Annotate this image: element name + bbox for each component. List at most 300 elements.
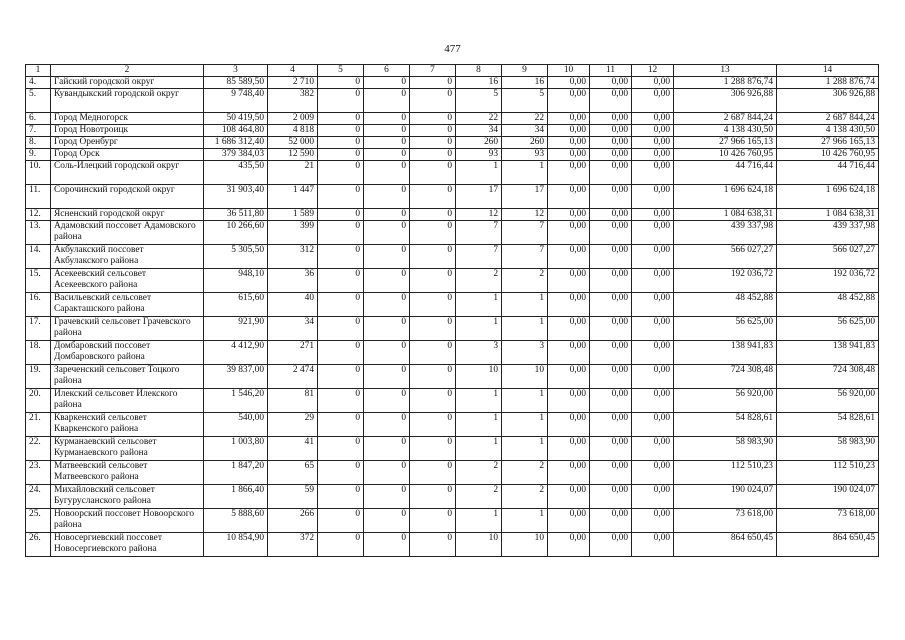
cell-col-3: 85 589,50: [204, 77, 268, 89]
table-row: [26, 137, 879, 149]
cell-col-4: 34: [268, 317, 318, 341]
table-row: [26, 209, 879, 221]
cell-col-4: 12 590: [268, 149, 318, 161]
cell-col-13: 724 308,48: [674, 365, 777, 389]
cell-col-14: 1 288 876,74: [777, 77, 879, 89]
row-number: 23.: [26, 461, 51, 485]
cell-col-9: 12: [502, 209, 548, 221]
cell-col-9: 7: [502, 221, 548, 245]
cell-col-12: 0,00: [632, 125, 674, 137]
cell-col-9: 260: [502, 137, 548, 149]
table-row: [26, 437, 879, 461]
cell-col-12: 0,00: [632, 209, 674, 221]
municipality-name: Гайский городской округ: [51, 77, 204, 89]
cell-col-14: 1 696 624,18: [777, 185, 879, 209]
column-header: 1: [26, 65, 51, 77]
cell-col-12: 0,00: [632, 533, 674, 557]
cell-col-5: 0: [318, 149, 364, 161]
cell-col-9: 1: [502, 437, 548, 461]
cell-col-6: 0: [364, 245, 410, 269]
cell-col-14: 1 084 638,31: [777, 209, 879, 221]
cell-col-7: 0: [410, 125, 456, 137]
cell-col-4: 36: [268, 269, 318, 293]
cell-col-8: 1: [456, 509, 502, 533]
cell-col-5: 0: [318, 137, 364, 149]
cell-col-8: 2: [456, 461, 502, 485]
municipality-name: Михайловский сельсовет Бугурусланского района: [51, 485, 204, 509]
cell-col-8: 17: [456, 185, 502, 209]
cell-col-5: 0: [318, 161, 364, 185]
cell-col-3: 5 305,50: [204, 245, 268, 269]
cell-col-5: 0: [318, 89, 364, 113]
row-number: 25.: [26, 509, 51, 533]
column-header: 11: [590, 65, 632, 77]
cell-col-7: 0: [410, 389, 456, 413]
cell-col-11: 0,00: [590, 185, 632, 209]
cell-col-7: 0: [410, 365, 456, 389]
municipality-name: Город Новотроицк: [51, 125, 204, 137]
cell-col-3: 10 266,60: [204, 221, 268, 245]
municipality-name: Зареченский сельсовет Тоцкого района: [51, 365, 204, 389]
cell-col-10: 0,00: [548, 293, 590, 317]
cell-col-3: 379 384,03: [204, 149, 268, 161]
cell-col-12: 0,00: [632, 245, 674, 269]
cell-col-5: 0: [318, 269, 364, 293]
row-number: 11.: [26, 185, 51, 209]
cell-col-5: 0: [318, 365, 364, 389]
cell-col-8: 1: [456, 389, 502, 413]
cell-col-4: 312: [268, 245, 318, 269]
cell-col-13: 27 966 165,13: [674, 137, 777, 149]
cell-col-14: 48 452,88: [777, 293, 879, 317]
cell-col-5: 0: [318, 533, 364, 557]
table-row: [26, 113, 879, 125]
cell-col-7: 0: [410, 149, 456, 161]
cell-col-4: 1 447: [268, 185, 318, 209]
cell-col-10: 0,00: [548, 245, 590, 269]
cell-col-12: 0,00: [632, 461, 674, 485]
column-header: 10: [548, 65, 590, 77]
cell-col-13: 4 138 430,50: [674, 125, 777, 137]
cell-col-12: 0,00: [632, 113, 674, 125]
cell-col-7: 0: [410, 317, 456, 341]
cell-col-13: 54 828,61: [674, 413, 777, 437]
cell-col-13: 306 926,88: [674, 89, 777, 113]
cell-col-5: 0: [318, 509, 364, 533]
cell-col-6: 0: [364, 113, 410, 125]
municipality-name: Новоорский поссовет Новоорского района: [51, 509, 204, 533]
row-number: 8.: [26, 137, 51, 149]
cell-col-10: 0,00: [548, 365, 590, 389]
cell-col-13: 1 084 638,31: [674, 209, 777, 221]
row-number: 22.: [26, 437, 51, 461]
cell-col-8: 1: [456, 317, 502, 341]
cell-col-11: 0,00: [590, 341, 632, 365]
row-number: 4.: [26, 77, 51, 89]
cell-col-13: 73 618,00: [674, 509, 777, 533]
cell-col-13: 439 337,98: [674, 221, 777, 245]
cell-col-5: 0: [318, 317, 364, 341]
cell-col-8: 34: [456, 125, 502, 137]
cell-col-8: 10: [456, 365, 502, 389]
table-row: [26, 77, 879, 89]
cell-col-7: 0: [410, 137, 456, 149]
cell-col-12: 0,00: [632, 341, 674, 365]
cell-col-3: 615,60: [204, 293, 268, 317]
cell-col-4: 21: [268, 161, 318, 185]
column-header: 2: [51, 65, 204, 77]
cell-col-12: 0,00: [632, 365, 674, 389]
cell-col-8: 16: [456, 77, 502, 89]
row-number: 6.: [26, 113, 51, 125]
cell-col-12: 0,00: [632, 137, 674, 149]
cell-col-12: 0,00: [632, 509, 674, 533]
cell-col-7: 0: [410, 341, 456, 365]
municipality-name: Грачевский сельсовет Грачевского района: [51, 317, 204, 341]
municipality-name: Адамовский поссовет Адамовского района: [51, 221, 204, 245]
column-header: 3: [204, 65, 268, 77]
column-header: 14: [777, 65, 879, 77]
cell-col-3: 1 546,20: [204, 389, 268, 413]
cell-col-14: 138 941,83: [777, 341, 879, 365]
cell-col-4: 29: [268, 413, 318, 437]
cell-col-4: 4 818: [268, 125, 318, 137]
cell-col-6: 0: [364, 269, 410, 293]
cell-col-9: 5: [502, 89, 548, 113]
table-row: [26, 221, 879, 245]
cell-col-5: 0: [318, 221, 364, 245]
cell-col-6: 0: [364, 509, 410, 533]
cell-col-11: 0,00: [590, 365, 632, 389]
cell-col-4: 2 009: [268, 113, 318, 125]
cell-col-6: 0: [364, 365, 410, 389]
cell-col-3: 10 854,90: [204, 533, 268, 557]
cell-col-13: 10 426 760,95: [674, 149, 777, 161]
cell-col-4: 1 589: [268, 209, 318, 221]
cell-col-10: 0,00: [548, 149, 590, 161]
cell-col-3: 31 903,40: [204, 185, 268, 209]
cell-col-9: 2: [502, 269, 548, 293]
table-row: [26, 365, 879, 389]
cell-col-12: 0,00: [632, 149, 674, 161]
cell-col-7: 0: [410, 89, 456, 113]
cell-col-14: 56 625,00: [777, 317, 879, 341]
row-number: 15.: [26, 269, 51, 293]
cell-col-10: 0,00: [548, 509, 590, 533]
cell-col-8: 260: [456, 137, 502, 149]
cell-col-11: 0,00: [590, 209, 632, 221]
cell-col-11: 0,00: [590, 137, 632, 149]
column-header: 4: [268, 65, 318, 77]
cell-col-8: 1: [456, 161, 502, 185]
cell-col-14: 10 426 760,95: [777, 149, 879, 161]
cell-col-11: 0,00: [590, 389, 632, 413]
cell-col-10: 0,00: [548, 113, 590, 125]
municipality-name: Город Оренбург: [51, 137, 204, 149]
cell-col-3: 50 419,50: [204, 113, 268, 125]
cell-col-9: 10: [502, 533, 548, 557]
cell-col-7: 0: [410, 77, 456, 89]
row-number: 7.: [26, 125, 51, 137]
cell-col-6: 0: [364, 437, 410, 461]
cell-col-6: 0: [364, 485, 410, 509]
cell-col-6: 0: [364, 533, 410, 557]
municipality-name: Асекеевский сельсовет Асекеевского района: [51, 269, 204, 293]
cell-col-4: 399: [268, 221, 318, 245]
cell-col-3: 4 412,90: [204, 341, 268, 365]
cell-col-7: 0: [410, 185, 456, 209]
cell-col-3: 36 511,80: [204, 209, 268, 221]
cell-col-12: 0,00: [632, 389, 674, 413]
municipality-name: Город Медногорск: [51, 113, 204, 125]
cell-col-10: 0,00: [548, 317, 590, 341]
cell-col-3: 1 847,20: [204, 461, 268, 485]
cell-col-3: 108 464,80: [204, 125, 268, 137]
row-number: 17.: [26, 317, 51, 341]
cell-col-6: 0: [364, 89, 410, 113]
cell-col-11: 0,00: [590, 113, 632, 125]
cell-col-12: 0,00: [632, 317, 674, 341]
municipality-name: Илекский сельсовет Илекского района: [51, 389, 204, 413]
table-row: [26, 389, 879, 413]
table-row: [26, 245, 879, 269]
table-row: [26, 413, 879, 437]
cell-col-5: 0: [318, 185, 364, 209]
cell-col-10: 0,00: [548, 413, 590, 437]
cell-col-11: 0,00: [590, 161, 632, 185]
cell-col-12: 0,00: [632, 485, 674, 509]
cell-col-8: 2: [456, 485, 502, 509]
municipality-name: Кувандыкский городской округ: [51, 89, 204, 113]
cell-col-14: 190 024,07: [777, 485, 879, 509]
cell-col-13: 566 027,27: [674, 245, 777, 269]
cell-col-12: 0,00: [632, 77, 674, 89]
cell-col-14: 58 983,90: [777, 437, 879, 461]
cell-col-6: 0: [364, 341, 410, 365]
row-number: 9.: [26, 149, 51, 161]
cell-col-5: 0: [318, 77, 364, 89]
cell-col-9: 7: [502, 245, 548, 269]
cell-col-12: 0,00: [632, 161, 674, 185]
municipality-name: Курманаевский сельсовет Курманаевского района: [51, 437, 204, 461]
cell-col-6: 0: [364, 185, 410, 209]
cell-col-6: 0: [364, 317, 410, 341]
cell-col-13: 190 024,07: [674, 485, 777, 509]
cell-col-14: 27 966 165,13: [777, 137, 879, 149]
row-number: 14.: [26, 245, 51, 269]
municipality-name: Сорочинский городской округ: [51, 185, 204, 209]
cell-col-11: 0,00: [590, 413, 632, 437]
column-header: 9: [502, 65, 548, 77]
cell-col-9: 93: [502, 149, 548, 161]
cell-col-6: 0: [364, 209, 410, 221]
cell-col-10: 0,00: [548, 161, 590, 185]
cell-col-7: 0: [410, 509, 456, 533]
cell-col-9: 34: [502, 125, 548, 137]
cell-col-9: 1: [502, 413, 548, 437]
cell-col-10: 0,00: [548, 125, 590, 137]
cell-col-9: 16: [502, 77, 548, 89]
cell-col-7: 0: [410, 437, 456, 461]
cell-col-3: 921,90: [204, 317, 268, 341]
cell-col-3: 39 837,00: [204, 365, 268, 389]
cell-col-3: 9 748,40: [204, 89, 268, 113]
column-header: 7: [410, 65, 456, 77]
cell-col-11: 0,00: [590, 221, 632, 245]
row-number: 18.: [26, 341, 51, 365]
municipality-name: Ясненский городской округ: [51, 209, 204, 221]
municipality-name: Васильевский сельсовет Саракташского района: [51, 293, 204, 317]
cell-col-5: 0: [318, 461, 364, 485]
cell-col-14: 2 687 844,24: [777, 113, 879, 125]
cell-col-11: 0,00: [590, 485, 632, 509]
cell-col-11: 0,00: [590, 317, 632, 341]
municipality-name: Соль-Илецкий городской округ: [51, 161, 204, 185]
cell-col-3: 948,10: [204, 269, 268, 293]
cell-col-8: 7: [456, 245, 502, 269]
municipality-name: Акбулакский поссовет Акбулакского района: [51, 245, 204, 269]
cell-col-8: 7: [456, 221, 502, 245]
municipality-name: Домбаровский поссовет Домбаровского района: [51, 341, 204, 365]
page-number: 477: [444, 43, 461, 55]
cell-col-6: 0: [364, 221, 410, 245]
cell-col-5: 0: [318, 341, 364, 365]
cell-col-8: 12: [456, 209, 502, 221]
cell-col-10: 0,00: [548, 437, 590, 461]
cell-col-6: 0: [364, 413, 410, 437]
data-table: [25, 64, 879, 557]
table-row: [26, 341, 879, 365]
cell-col-13: 48 452,88: [674, 293, 777, 317]
cell-col-5: 0: [318, 209, 364, 221]
row-number: 21.: [26, 413, 51, 437]
cell-col-11: 0,00: [590, 269, 632, 293]
cell-col-8: 10: [456, 533, 502, 557]
cell-col-3: 1 003,80: [204, 437, 268, 461]
cell-col-10: 0,00: [548, 77, 590, 89]
cell-col-6: 0: [364, 461, 410, 485]
cell-col-10: 0,00: [548, 341, 590, 365]
cell-col-4: 2 710: [268, 77, 318, 89]
cell-col-4: 271: [268, 341, 318, 365]
row-number: 24.: [26, 485, 51, 509]
cell-col-4: 65: [268, 461, 318, 485]
cell-col-4: 372: [268, 533, 318, 557]
cell-col-10: 0,00: [548, 269, 590, 293]
cell-col-9: 1: [502, 389, 548, 413]
table-row: [26, 509, 879, 533]
cell-col-7: 0: [410, 161, 456, 185]
cell-col-6: 0: [364, 137, 410, 149]
column-header: 6: [364, 65, 410, 77]
table-body: [26, 65, 879, 557]
cell-col-9: 2: [502, 485, 548, 509]
table-row: [26, 269, 879, 293]
cell-col-8: 5: [456, 89, 502, 113]
cell-col-12: 0,00: [632, 89, 674, 113]
cell-col-12: 0,00: [632, 293, 674, 317]
cell-col-14: 73 618,00: [777, 509, 879, 533]
cell-col-7: 0: [410, 293, 456, 317]
cell-col-14: 439 337,98: [777, 221, 879, 245]
cell-col-9: 1: [502, 509, 548, 533]
cell-col-13: 112 510,23: [674, 461, 777, 485]
cell-col-6: 0: [364, 389, 410, 413]
cell-col-4: 2 474: [268, 365, 318, 389]
cell-col-14: 56 920,00: [777, 389, 879, 413]
cell-col-3: 1 686 312,40: [204, 137, 268, 149]
cell-col-11: 0,00: [590, 533, 632, 557]
row-number: 26.: [26, 533, 51, 557]
cell-col-11: 0,00: [590, 125, 632, 137]
cell-col-9: 1: [502, 293, 548, 317]
cell-col-14: 54 828,61: [777, 413, 879, 437]
cell-col-10: 0,00: [548, 185, 590, 209]
row-number: 13.: [26, 221, 51, 245]
table-row: [26, 485, 879, 509]
cell-col-3: 5 888,60: [204, 509, 268, 533]
cell-col-5: 0: [318, 245, 364, 269]
cell-col-14: 192 036,72: [777, 269, 879, 293]
cell-col-8: 1: [456, 437, 502, 461]
cell-col-13: 138 941,83: [674, 341, 777, 365]
cell-col-4: 59: [268, 485, 318, 509]
table-row: [26, 293, 879, 317]
cell-col-13: 1 288 876,74: [674, 77, 777, 89]
table-row: [26, 533, 879, 557]
cell-col-11: 0,00: [590, 437, 632, 461]
column-header: 8: [456, 65, 502, 77]
cell-col-13: 56 920,00: [674, 389, 777, 413]
cell-col-13: 58 983,90: [674, 437, 777, 461]
column-header: 12: [632, 65, 674, 77]
cell-col-9: 22: [502, 113, 548, 125]
column-header: 5: [318, 65, 364, 77]
cell-col-11: 0,00: [590, 293, 632, 317]
table-row: [26, 89, 879, 113]
cell-col-3: 1 866,40: [204, 485, 268, 509]
cell-col-5: 0: [318, 437, 364, 461]
municipality-name: Новосергиевский поссовет Новосергиевского района: [51, 533, 204, 557]
cell-col-5: 0: [318, 113, 364, 125]
cell-col-7: 0: [410, 209, 456, 221]
cell-col-12: 0,00: [632, 185, 674, 209]
cell-col-4: 81: [268, 389, 318, 413]
cell-col-7: 0: [410, 485, 456, 509]
cell-col-7: 0: [410, 533, 456, 557]
cell-col-5: 0: [318, 293, 364, 317]
cell-col-10: 0,00: [548, 137, 590, 149]
cell-col-9: 10: [502, 365, 548, 389]
row-number: 12.: [26, 209, 51, 221]
cell-col-6: 0: [364, 149, 410, 161]
cell-col-13: 44 716,44: [674, 161, 777, 185]
cell-col-11: 0,00: [590, 149, 632, 161]
cell-col-14: 44 716,44: [777, 161, 879, 185]
cell-col-8: 22: [456, 113, 502, 125]
row-number: 16.: [26, 293, 51, 317]
cell-col-12: 0,00: [632, 221, 674, 245]
table-row: [26, 149, 879, 161]
cell-col-9: 3: [502, 341, 548, 365]
cell-col-14: 4 138 430,50: [777, 125, 879, 137]
cell-col-14: 724 308,48: [777, 365, 879, 389]
table-row: [26, 461, 879, 485]
cell-col-12: 0,00: [632, 269, 674, 293]
cell-col-14: 864 650,45: [777, 533, 879, 557]
cell-col-11: 0,00: [590, 509, 632, 533]
cell-col-14: 566 027,27: [777, 245, 879, 269]
